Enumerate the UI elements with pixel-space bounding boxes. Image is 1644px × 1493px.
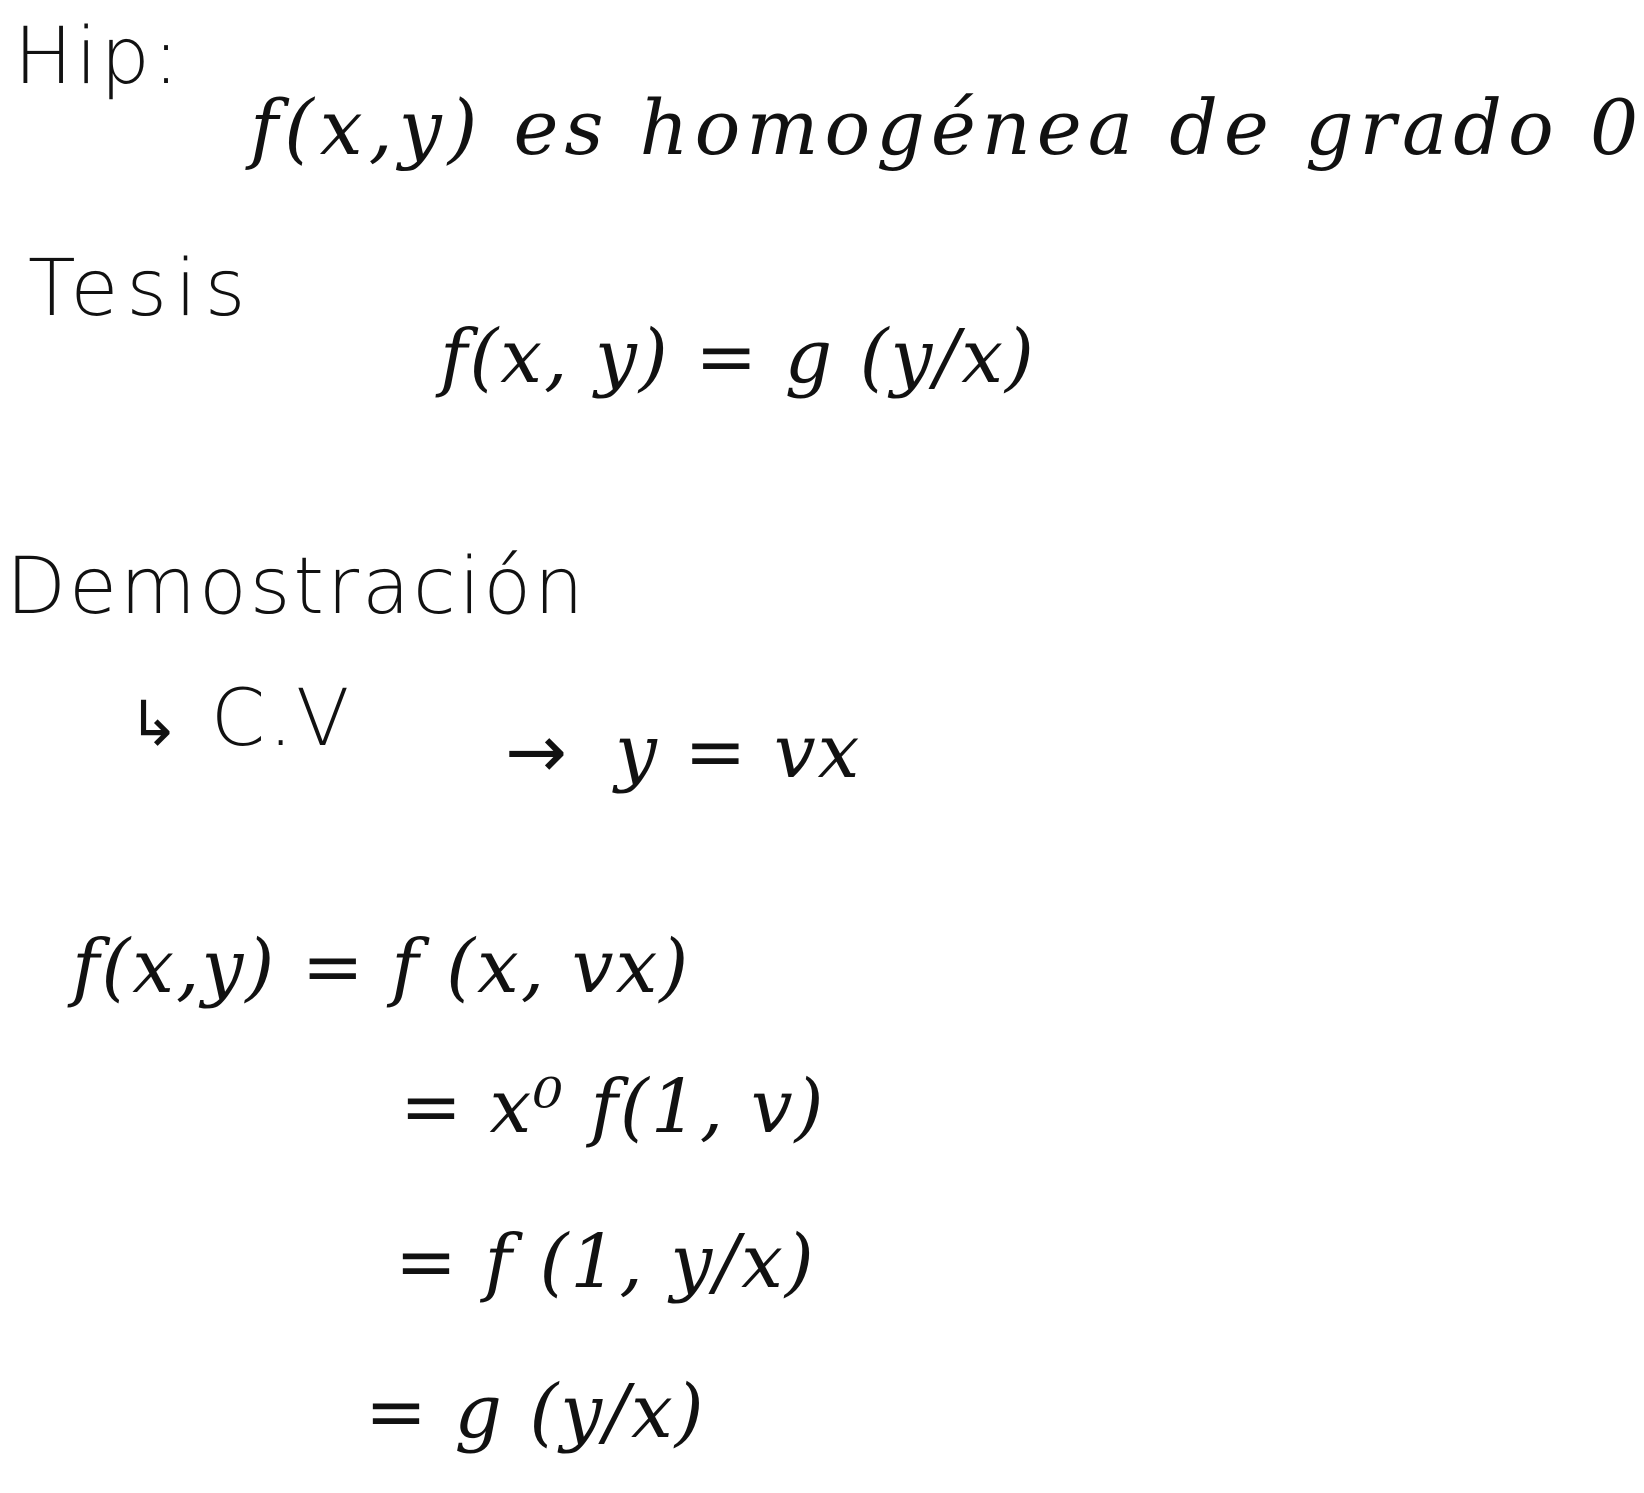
proof-step: = f (1, y/x) bbox=[395, 1219, 816, 1305]
proof-step: f(x,y) = f (x, vx) bbox=[72, 924, 691, 1010]
thesis-statement: f(x, y) = g (y/x) bbox=[440, 314, 1036, 400]
thesis-label: Tesis bbox=[28, 244, 254, 334]
proof-step: = g (y/x) bbox=[365, 1369, 706, 1455]
right-arrow-icon: → bbox=[505, 709, 570, 795]
change-of-variable-label: C.V bbox=[210, 674, 353, 764]
proof-label: Demostración bbox=[6, 542, 587, 632]
substitution-equation: y = vx bbox=[615, 709, 862, 795]
proof-step: = x⁰ f(1, v) bbox=[400, 1064, 826, 1150]
hypothesis-label: Hip: bbox=[14, 12, 183, 102]
change-of-variable bbox=[128, 674, 353, 764]
hook-arrow-icon: ↳ bbox=[128, 687, 183, 760]
hypothesis-statement: f(x,y) es homogénea de grado 0 bbox=[250, 83, 1644, 172]
